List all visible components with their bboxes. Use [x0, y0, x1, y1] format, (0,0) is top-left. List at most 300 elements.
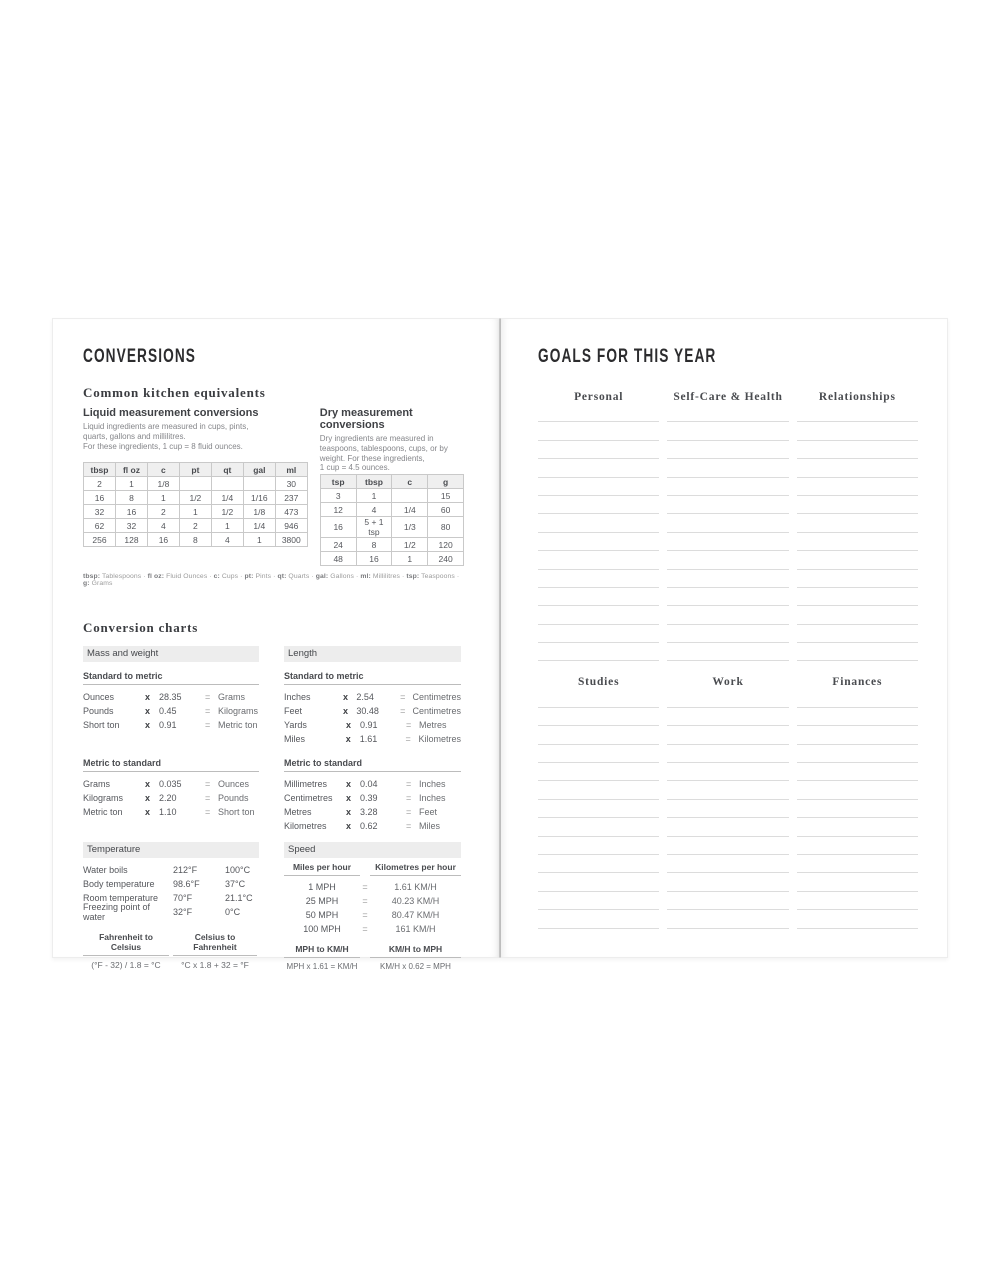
subsection-title: Metric to standard: [284, 758, 461, 772]
goal-writing-line: [797, 588, 918, 606]
conversion-subsection: [284, 758, 461, 833]
formula-column: [284, 944, 360, 971]
goal-writing-line: [538, 781, 659, 799]
goal-writing-line: [538, 745, 659, 763]
speed-row: [284, 880, 461, 894]
table-cell: 1/16: [243, 491, 275, 505]
goal-category-headers: [538, 391, 918, 403]
goal-writing-line: [538, 643, 659, 661]
table-cell: 1/2: [392, 538, 428, 552]
table-cell: 4: [147, 519, 179, 533]
goal-writing-line: [797, 606, 918, 624]
formula-column: [83, 932, 169, 970]
conversion-row: [284, 704, 461, 718]
conversion-factor: 0.04: [360, 779, 378, 789]
spacer: [360, 862, 370, 876]
table-cell: 1/4: [392, 503, 428, 517]
goal-writing-line: [667, 459, 788, 477]
goal-section: [538, 391, 918, 661]
conversion-result: Pounds: [218, 793, 249, 803]
table-row: [320, 503, 463, 517]
conversion-result: Short ton: [218, 807, 255, 817]
goal-lines-grid: [538, 404, 918, 661]
description-line: Dry ingredients are measured in: [319, 434, 434, 443]
table-header-row: [320, 475, 463, 489]
multiply-symbol: x: [345, 734, 351, 744]
goal-writing-line: [797, 496, 918, 514]
speed-column-header: Kilometres per hour: [370, 862, 461, 876]
abbreviation: ml:: [360, 573, 371, 580]
temperature-label: Water boils: [83, 865, 128, 875]
table-cell: 16: [356, 552, 392, 566]
conversion-row: [284, 819, 461, 833]
mass-and-weight-section: [83, 646, 259, 842]
conversion-charts-heading: Conversion charts: [83, 620, 199, 635]
table-cell: [211, 477, 243, 491]
conversion-row: [284, 805, 461, 819]
section-header-bar: Mass and weight: [83, 646, 259, 662]
goal-writing-line: [797, 625, 918, 643]
table-cell: 1: [356, 489, 392, 503]
fahrenheit-value: 70°F: [173, 893, 193, 903]
abbreviation: fl oz:: [147, 573, 165, 580]
conversion-rows: [83, 777, 259, 819]
conversion-result: Kilograms: [218, 706, 259, 716]
conversion-label: Grams: [83, 779, 110, 789]
equals-symbol: =: [362, 882, 368, 892]
table-cell: 2: [84, 477, 116, 491]
abbreviation: gal:: [315, 573, 329, 580]
goal-writing-line: [797, 441, 918, 459]
celsius-value: 0°C: [225, 907, 241, 917]
table-row: [320, 489, 463, 503]
table-cell: 16: [147, 533, 179, 547]
goal-writing-line: [797, 855, 918, 873]
subsection-title: Standard to metric: [284, 671, 461, 685]
conversion-row: [83, 704, 259, 718]
description-line: quarts, gallons and millilitres.: [83, 431, 186, 441]
table-cell: 48: [320, 552, 356, 566]
goal-writing-line: [797, 873, 918, 891]
formula-text: (°F - 32) / 1.8 = °C: [91, 960, 161, 970]
goal-writing-line: [797, 533, 918, 551]
conversion-row: [284, 690, 461, 704]
goal-writing-line: [797, 551, 918, 569]
table-cell: 1/4: [211, 491, 243, 505]
table-header-cell: gal: [243, 463, 275, 477]
conversion-factor: 1.10: [159, 807, 177, 817]
goal-category-header: Studies: [577, 676, 620, 689]
equals-symbol: =: [406, 779, 412, 789]
section-header-bar: Temperature: [83, 842, 259, 858]
conversion-factor: 0.91: [360, 720, 378, 730]
kmh-value: 40.23 KM/H: [391, 896, 440, 906]
goal-writing-line: [538, 763, 659, 781]
celsius-value: 100°C: [225, 865, 251, 875]
speed-row: [284, 908, 461, 922]
conversion-row: [83, 777, 259, 791]
mph-value: 50 MPH: [305, 910, 339, 920]
kitchen-equivalents-heading: Common kitchen equivalents: [83, 385, 266, 400]
abbreviation: g:: [83, 580, 90, 587]
multiply-symbol: x: [145, 793, 151, 803]
speed-column-headers: [284, 862, 461, 876]
table-cell: 8: [179, 533, 211, 547]
conversion-rows: [83, 690, 259, 732]
goal-writing-line: [797, 708, 918, 726]
conversion-factor: 0.91: [159, 720, 177, 730]
liquid-conversions-table: [83, 462, 308, 547]
goal-writing-line: [538, 404, 659, 422]
formula-title: Celsius to Fahrenheit: [173, 932, 257, 956]
description-line: For these ingredients, 1 cup = 8 fluid ounces.: [83, 441, 243, 451]
conversion-factor: 2.20: [159, 793, 177, 803]
mph-value: 1 MPH: [308, 882, 336, 892]
conversion-result: Centimetres: [412, 706, 461, 716]
goal-writing-line: [797, 837, 918, 855]
goal-writing-line: [667, 910, 788, 928]
abbreviation: c:: [213, 573, 220, 580]
table-row: [84, 505, 308, 519]
page-title-goals: GOALS FOR THIS YEAR: [538, 346, 717, 367]
formula-title: KM/H to MPH: [370, 944, 461, 958]
conversion-factor: 2.54: [356, 692, 374, 702]
table-cell: 473: [275, 505, 307, 519]
table-cell: 120: [428, 538, 464, 552]
conversion-label: Kilometres: [284, 821, 327, 831]
conversion-row: [83, 791, 259, 805]
conversion-factor: 28.35: [159, 692, 182, 702]
section-header-bar: Length: [284, 646, 461, 662]
goal-lines-column: [797, 689, 918, 928]
description-line: weight. For these ingredients,: [319, 453, 425, 463]
conversion-subsection: [83, 671, 259, 749]
goal-writing-line: [797, 892, 918, 910]
goal-writing-line: [667, 625, 788, 643]
formula-columns: [284, 944, 461, 971]
temperature-label: Room temperature: [83, 893, 159, 903]
goal-writing-line: [538, 855, 659, 873]
conversion-row: [284, 732, 461, 746]
equals-symbol: =: [406, 720, 412, 730]
equals-symbol: =: [406, 821, 412, 831]
table-cell: 3800: [275, 533, 307, 547]
table-cell: 1/3: [392, 517, 428, 538]
table-cell: 237: [275, 491, 307, 505]
equals-symbol: =: [362, 896, 368, 906]
section-header-bar: Speed: [284, 842, 461, 858]
table-row: [84, 519, 308, 533]
conversion-result: Centimetres: [412, 692, 461, 702]
goal-writing-line: [538, 689, 659, 707]
dry-conversions-title: Dry measurement conversions: [319, 407, 413, 431]
kmh-value: 161 KM/H: [395, 924, 436, 934]
table-cell: 5 + 1 tsp: [356, 517, 392, 538]
goal-writing-line: [538, 837, 659, 855]
equals-symbol: =: [205, 706, 211, 716]
goal-category-header: Relationships: [818, 391, 896, 403]
goal-writing-line: [538, 459, 659, 477]
table-cell: 32: [115, 519, 147, 533]
table-cell: 60: [428, 503, 464, 517]
table-row: [320, 517, 463, 538]
goal-writing-line: [797, 818, 918, 836]
conversion-subsection: [83, 758, 259, 819]
goal-writing-line: [667, 855, 788, 873]
goal-writing-line: [538, 533, 659, 551]
goal-writing-line: [538, 478, 659, 496]
table-header-cell: c: [392, 475, 428, 489]
goal-lines-column: [667, 689, 788, 928]
table-cell: 8: [115, 491, 147, 505]
conversion-result: Metric ton: [218, 720, 258, 730]
goals-page: [500, 318, 948, 958]
goal-category-header: Self-Care & Health: [673, 391, 783, 403]
temperature-label: Body temperature: [83, 879, 155, 889]
kmh-value: 80.47 KM/H: [391, 910, 440, 920]
conversion-rows: [284, 777, 461, 833]
equals-symbol: =: [400, 692, 406, 702]
abbreviation-footnote: tbsp: Tablespoons · fl oz: Fluid Ounces · c: Cups · pt: Pints · qt: Quarts · gal: Gallons · ml: Millilitres · tsp: Teaspoons · g: Grams: [83, 573, 460, 587]
table-header-cell: fl oz: [115, 463, 147, 477]
conversion-label: Millimetres: [284, 779, 328, 789]
kitchen-tables: [83, 407, 464, 566]
goal-writing-line: [538, 818, 659, 836]
conversion-label: Inches: [284, 692, 311, 702]
abbreviation: qt:: [277, 573, 287, 580]
goal-writing-line: [667, 689, 788, 707]
multiply-symbol: x: [145, 706, 151, 716]
multiply-symbol: x: [343, 692, 349, 702]
speed-section: [284, 842, 461, 971]
goal-writing-line: [667, 763, 788, 781]
goal-category-header: Work: [712, 676, 744, 689]
goal-writing-line: [667, 441, 788, 459]
conversion-factor: 3.28: [360, 807, 378, 817]
goal-writing-line: [538, 892, 659, 910]
goal-writing-line: [667, 818, 788, 836]
table-cell: 62: [84, 519, 116, 533]
goal-section: [538, 676, 918, 928]
table-cell: 1: [243, 533, 275, 547]
goal-writing-line: [538, 570, 659, 588]
table-cell: 1: [115, 477, 147, 491]
formula-column: [173, 932, 257, 970]
goal-writing-line: [667, 496, 788, 514]
conversions-page: [52, 318, 500, 971]
kmh-value: 1.61 KM/H: [394, 882, 437, 892]
goal-writing-line: [538, 588, 659, 606]
table-row: [84, 533, 308, 547]
conversion-row: [83, 718, 259, 732]
conversion-row: [83, 690, 259, 704]
conversion-label: Metric ton: [83, 807, 123, 817]
conversion-result: Kilometres: [418, 734, 462, 744]
conversion-label: Kilograms: [83, 793, 124, 803]
equals-symbol: =: [405, 734, 411, 744]
conversion-charts-grid: [83, 646, 464, 971]
equals-symbol: =: [205, 793, 211, 803]
table-row: [84, 477, 308, 491]
temperature-row: [83, 902, 259, 922]
description-line: Liquid ingredients are measured in cups, pints,: [83, 422, 249, 431]
goal-writing-line: [538, 873, 659, 891]
table-cell: 3: [320, 489, 356, 503]
celsius-value: 37°C: [225, 879, 246, 889]
goal-writing-line: [538, 422, 659, 440]
equals-symbol: =: [205, 692, 211, 702]
dry-conversions-column: [320, 407, 464, 566]
speed-column-header: Miles per hour: [284, 862, 360, 876]
goal-writing-line: [538, 910, 659, 928]
conversion-rows: [284, 690, 461, 746]
conversion-result: Grams: [218, 692, 245, 702]
table-cell: 80: [428, 517, 464, 538]
table-cell: 1/8: [147, 477, 179, 491]
table-cell: 1: [147, 491, 179, 505]
multiply-symbol: x: [145, 807, 151, 817]
table-cell: 32: [84, 505, 116, 519]
goal-writing-line: [797, 643, 918, 661]
fahrenheit-value: 32°F: [173, 907, 193, 917]
liquid-conversions-column: [83, 407, 308, 566]
equals-symbol: =: [205, 720, 211, 730]
table-cell: 256: [84, 533, 116, 547]
multiply-symbol: x: [346, 793, 352, 803]
goal-writing-line: [667, 873, 788, 891]
goal-writing-line: [538, 441, 659, 459]
goal-writing-line: [667, 606, 788, 624]
planner-spread: [52, 318, 948, 971]
goal-writing-line: [667, 837, 788, 855]
goal-writing-line: [797, 726, 918, 744]
mph-value: 100 MPH: [303, 924, 341, 934]
goal-category-header: Personal: [574, 391, 624, 403]
abbreviation: tsp:: [406, 573, 420, 580]
table-cell: 1/2: [179, 491, 211, 505]
multiply-symbol: x: [145, 779, 151, 789]
temperature-section: [83, 842, 259, 971]
table-cell: [392, 489, 428, 503]
goal-blocks: [538, 391, 918, 929]
table-cell: 946: [275, 519, 307, 533]
goal-writing-line: [538, 551, 659, 569]
conversion-result: Feet: [419, 807, 438, 817]
table-header-cell: tsp: [320, 475, 356, 489]
page-title-conversions: CONVERSIONS: [83, 346, 196, 367]
multiply-symbol: x: [346, 807, 352, 817]
table-header-cell: pt: [179, 463, 211, 477]
conversion-result: Metres: [419, 720, 447, 730]
table-cell: 15: [428, 489, 464, 503]
formula-text: KM/H x 0.62 = MPH: [380, 962, 451, 971]
goal-writing-line: [538, 606, 659, 624]
goal-writing-line: [667, 514, 788, 532]
formula-text: MPH x 1.61 = KM/H: [286, 962, 358, 971]
goal-writing-line: [797, 910, 918, 928]
formula-text: °C x 1.8 + 32 = °F: [181, 960, 249, 970]
table-header-cell: tbsp: [356, 475, 392, 489]
table-cell: 1/8: [243, 505, 275, 519]
table-row: [84, 491, 308, 505]
goal-lines-column: [538, 404, 659, 661]
multiply-symbol: x: [346, 779, 352, 789]
goal-writing-line: [797, 763, 918, 781]
goal-writing-line: [667, 726, 788, 744]
conversion-label: Miles: [284, 734, 306, 744]
table-header-cell: ml: [275, 463, 307, 477]
mph-value: 25 MPH: [305, 896, 339, 906]
conversion-subsection: [284, 671, 461, 749]
conversion-result: Miles: [419, 821, 441, 831]
table-cell: 1: [179, 505, 211, 519]
goal-writing-line: [667, 781, 788, 799]
table-cell: 1/2: [211, 505, 243, 519]
goal-writing-line: [797, 570, 918, 588]
fahrenheit-value: 212°F: [173, 865, 198, 875]
table-row: [320, 538, 463, 552]
goal-writing-line: [797, 459, 918, 477]
conversion-label: Ounces: [83, 692, 115, 702]
goal-writing-line: [538, 514, 659, 532]
goal-writing-line: [667, 404, 788, 422]
goal-lines-column: [797, 404, 918, 661]
measurement-table: [83, 462, 308, 547]
abbreviation: pt:: [244, 573, 254, 580]
speed-rows: [284, 880, 461, 936]
dry-conversions-description: [320, 434, 464, 473]
celsius-value: 21.1°C: [225, 893, 253, 903]
table-cell: [179, 477, 211, 491]
goal-writing-line: [538, 800, 659, 818]
table-cell: 2: [147, 505, 179, 519]
table-header-cell: tbsp: [84, 463, 116, 477]
goal-writing-line: [538, 708, 659, 726]
goal-lines-column: [667, 404, 788, 661]
equals-symbol: =: [406, 807, 412, 817]
conversion-label: Short ton: [83, 720, 120, 730]
multiply-symbol: x: [145, 692, 151, 702]
length-section: [284, 646, 461, 842]
subsection-title: Metric to standard: [83, 758, 259, 772]
goal-writing-line: [797, 404, 918, 422]
table-row: [320, 552, 463, 566]
equals-symbol: =: [205, 779, 211, 789]
dry-conversions-table: [320, 474, 464, 566]
table-cell: 24: [320, 538, 356, 552]
conversion-factor: 0.035: [159, 779, 182, 789]
goal-writing-line: [797, 514, 918, 532]
description-line: teaspoons, tablespoons, cups, or by: [319, 443, 448, 453]
temperature-label: Freezing point of water: [83, 902, 151, 922]
table-header-cell: c: [147, 463, 179, 477]
conversion-result: Inches: [419, 779, 446, 789]
liquid-conversions-description: [83, 422, 308, 461]
conversion-factor: 0.45: [159, 706, 177, 716]
temperature-row: [83, 877, 259, 891]
fahrenheit-value: 98.6°F: [173, 879, 200, 889]
conversion-label: Yards: [284, 720, 307, 730]
conversion-factor: 30.48: [356, 706, 379, 716]
goal-writing-line: [667, 570, 788, 588]
goal-writing-line: [667, 533, 788, 551]
multiply-symbol: x: [346, 720, 352, 730]
conversion-row: [284, 777, 461, 791]
goal-writing-line: [538, 496, 659, 514]
equals-symbol: =: [205, 807, 211, 817]
temperature-row: [83, 863, 259, 877]
table-cell: 16: [320, 517, 356, 538]
